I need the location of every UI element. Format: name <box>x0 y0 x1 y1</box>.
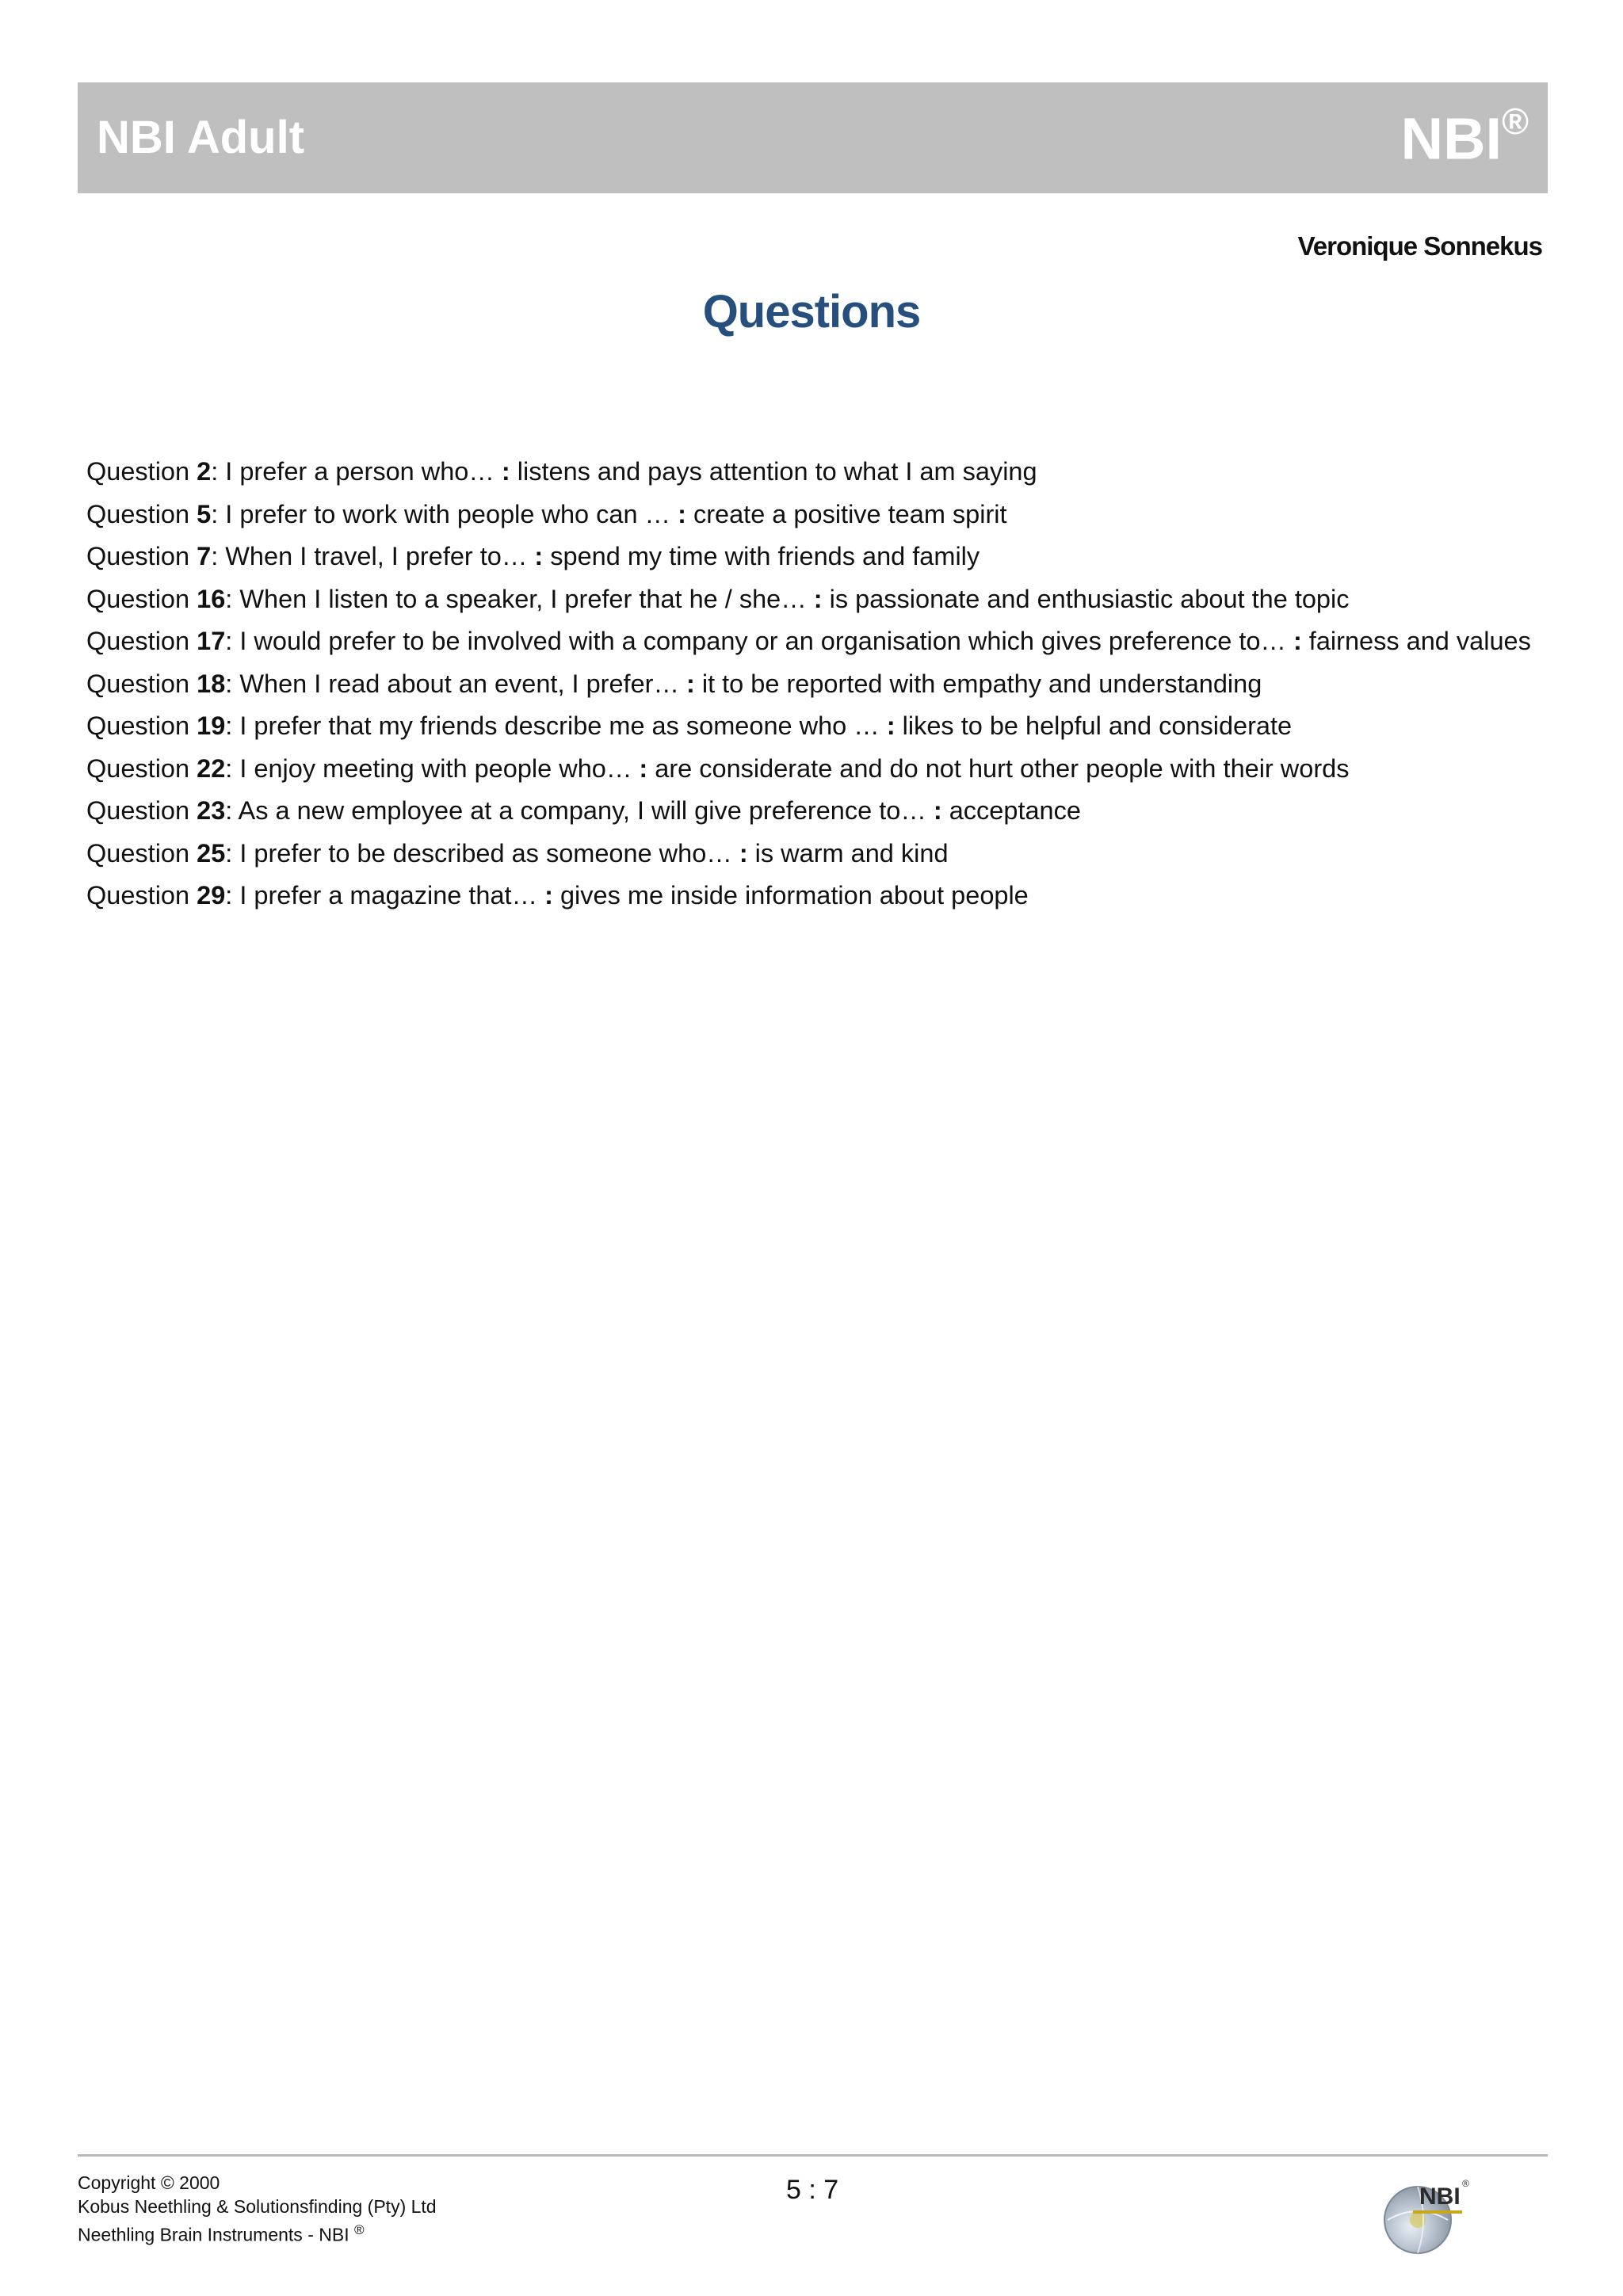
question-prompt: : I prefer that my friends describe me as someone who … <box>225 711 887 740</box>
question-prompt: : As a new employee at a company, I will give preference to… <box>225 796 934 825</box>
question-number: 29 <box>197 881 226 910</box>
question-row <box>86 792 1545 829</box>
answer-separator: : <box>639 753 648 783</box>
answer-separator: : <box>544 881 553 910</box>
question-row <box>86 538 1545 574</box>
logo-text: NBI <box>1419 2183 1461 2210</box>
question-number: 2 <box>197 457 212 486</box>
question-word: Question <box>86 838 190 868</box>
question-number: 23 <box>197 796 226 825</box>
answer-separator: : <box>501 457 510 486</box>
question-prompt: : I prefer a person who… <box>211 457 502 486</box>
registered-mark: ® <box>1502 101 1529 142</box>
question-list <box>86 453 1545 920</box>
question-number: 5 <box>197 499 212 528</box>
question-prompt: : When I read about an event, I prefer… <box>225 669 686 698</box>
question-word: Question <box>86 669 190 698</box>
answer-separator: : <box>933 796 942 825</box>
header-bar <box>78 82 1548 193</box>
question-row <box>86 877 1545 913</box>
report-title: NBI Adult <box>97 112 305 163</box>
page-heading: Questions <box>702 286 921 338</box>
nbi-logo-icon <box>1381 2171 1476 2260</box>
question-answer: gives me inside information about people <box>552 881 1029 910</box>
question-answer: fairness and values <box>1301 627 1531 655</box>
question-number: 7 <box>197 542 212 570</box>
person-name: Veronique Sonnekus <box>1297 231 1542 261</box>
question-answer: is warm and kind <box>747 838 949 868</box>
question-answer: create a positive team spirit <box>685 499 1007 528</box>
instruments-registered-mark: ® <box>353 2222 365 2237</box>
question-answer: are considerate and do not hurt other people with their words <box>647 753 1350 783</box>
question-prompt: : When I listen to a speaker, I prefer that he / she… <box>225 584 814 613</box>
question-answer: likes to be helpful and considerate <box>895 711 1293 740</box>
question-row <box>86 835 1545 871</box>
answer-separator: : <box>886 711 896 740</box>
question-answer: acceptance <box>941 796 1081 825</box>
instruments-label: Neethling Brain Instruments - NBI <box>78 2224 354 2245</box>
question-prompt: : When I travel, I prefer to… <box>211 542 535 570</box>
question-row <box>86 453 1545 490</box>
question-word: Question <box>86 499 190 528</box>
brand-text: NBI <box>1400 105 1503 172</box>
footer-credits <box>78 2171 437 2247</box>
brand-name <box>1400 101 1529 173</box>
answer-separator: : <box>534 542 544 570</box>
question-prompt: : I prefer to be described as someone who… <box>225 838 739 868</box>
question-row <box>86 666 1545 702</box>
question-word: Question <box>86 753 190 783</box>
question-row <box>86 581 1545 617</box>
question-word: Question <box>86 796 190 825</box>
question-row <box>86 496 1545 532</box>
answer-separator: : <box>813 584 823 613</box>
answer-separator: : <box>686 669 695 698</box>
copyright-text: Copyright © 2000 <box>78 2172 220 2193</box>
answer-separator: : <box>1293 627 1302 655</box>
company-text: Kobus Neethling & Solutionsfinding (Pty) Ltd <box>78 2196 437 2217</box>
question-word: Question <box>86 584 190 613</box>
question-prompt: : I enjoy meeting with people who… <box>225 753 640 783</box>
question-number: 17 <box>197 627 226 655</box>
question-word: Question <box>86 881 190 910</box>
question-number: 16 <box>197 584 226 613</box>
question-answer: spend my time with friends and family <box>543 542 980 570</box>
footer-divider <box>78 2154 1548 2157</box>
question-number: 19 <box>197 711 226 740</box>
question-row <box>86 750 1545 787</box>
page-number: 5 : 7 <box>786 2175 839 2205</box>
question-prompt: : I would prefer to be involved with a company or an organisation which gives preference to… <box>225 627 1293 655</box>
question-word: Question <box>86 457 190 486</box>
question-answer: listens and pays attention to what I am saying <box>510 457 1037 486</box>
question-word: Question <box>86 542 190 570</box>
question-word: Question <box>86 627 190 655</box>
question-row <box>86 623 1545 659</box>
question-prompt: : I prefer to work with people who can … <box>211 499 678 528</box>
question-row <box>86 707 1545 744</box>
question-answer: it to be reported with empathy and understanding <box>694 669 1262 698</box>
answer-separator: : <box>678 499 686 528</box>
question-word: Question <box>86 711 190 740</box>
question-prompt: : I prefer a magazine that… <box>225 881 545 910</box>
answer-separator: : <box>739 838 748 868</box>
question-number: 18 <box>197 669 226 698</box>
question-answer: is passionate and enthusiastic about the topic <box>822 584 1350 613</box>
question-number: 22 <box>197 753 226 783</box>
question-number: 25 <box>197 838 226 868</box>
instruments-text <box>78 2218 437 2247</box>
logo-registered-mark: ® <box>1462 2178 1469 2189</box>
